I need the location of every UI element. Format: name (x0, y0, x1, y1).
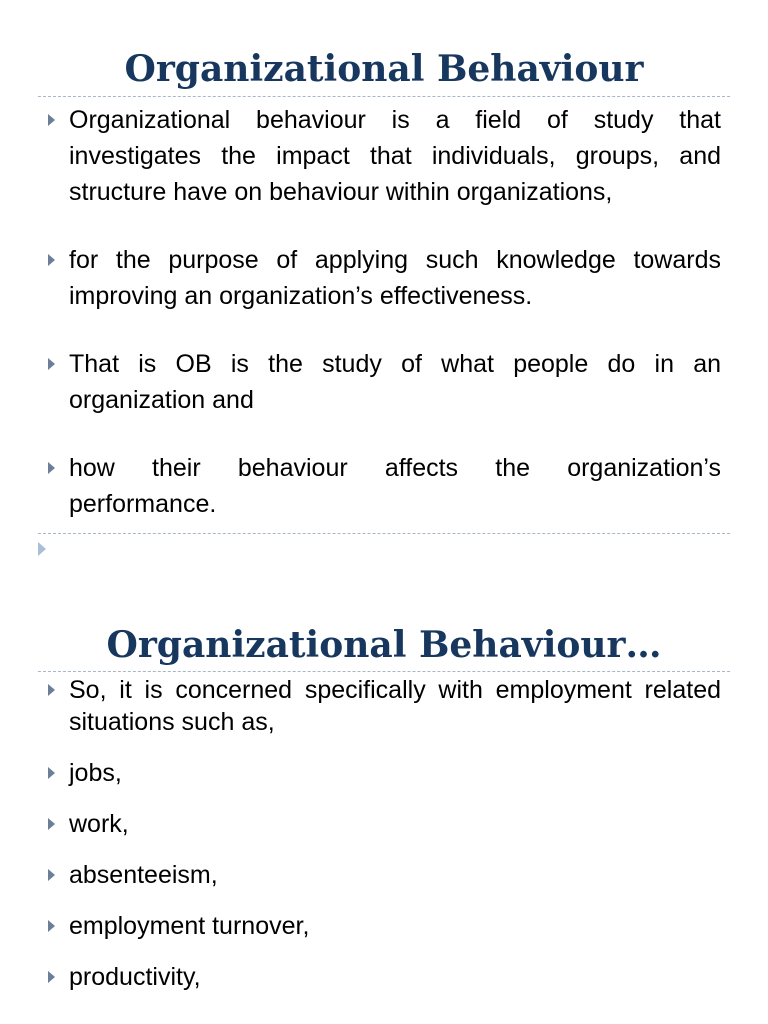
slide-2-bullet-list (0, 674, 768, 1012)
slide-1-title: Organizational Behaviour (124, 48, 644, 90)
slide-2-bullet-1 (0, 674, 768, 738)
slide-2-bullet-4 (0, 859, 768, 891)
slide-2-bullet-6 (0, 961, 768, 993)
footer-arrow-icon (38, 542, 46, 556)
bullet-text: So, it is concerned specifically with employment related situations such as, (69, 676, 721, 736)
slide-2-bullet-2 (0, 757, 768, 789)
bullet-arrow-icon (48, 254, 55, 266)
slide-1-bottom-divider (38, 533, 730, 534)
bullet-text: That is OB is the study of what people do in an organization and (69, 350, 721, 414)
slide-1-bullet-2 (0, 242, 768, 314)
bullet-text: employment turnover, (69, 912, 310, 940)
slide-2-title: Organizational Behaviour… (106, 624, 662, 666)
bullet-text: for the purpose of applying such knowledge towards improving an organization’s effectiveness. (69, 246, 721, 310)
bullet-text: how their behaviour affects the organization’s performance. (69, 454, 721, 518)
slide-1-bullet-list (0, 102, 768, 522)
slide-1-top-divider (38, 96, 730, 97)
bullet-arrow-icon (48, 869, 55, 881)
slide-2-bullet-3 (0, 808, 768, 840)
slide-2-top-divider (38, 671, 730, 672)
slide-1-bullet-1 (0, 102, 768, 210)
bullet-text: absenteeism, (69, 861, 218, 889)
bullet-text: work, (69, 810, 129, 838)
bullet-arrow-icon (48, 971, 55, 983)
bullet-arrow-icon (48, 114, 55, 126)
slide-2-bullet-5 (0, 910, 768, 942)
bullet-arrow-icon (48, 767, 55, 779)
bullet-arrow-icon (48, 920, 55, 932)
bullet-text: Organizational behaviour is a field of study that investigates the impact that individuals, groups, and structure have on behaviour within organizations, (69, 106, 721, 206)
bullet-text: productivity, (69, 963, 201, 991)
slide-1-bullet-4 (0, 450, 768, 522)
slide-1-bullet-3 (0, 346, 768, 418)
bullet-arrow-icon (48, 358, 55, 370)
slide-2 (0, 560, 768, 1024)
bullet-arrow-icon (48, 462, 55, 474)
bullet-text: jobs, (69, 759, 122, 787)
bullet-arrow-icon (48, 818, 55, 830)
bullet-arrow-icon (48, 684, 55, 696)
